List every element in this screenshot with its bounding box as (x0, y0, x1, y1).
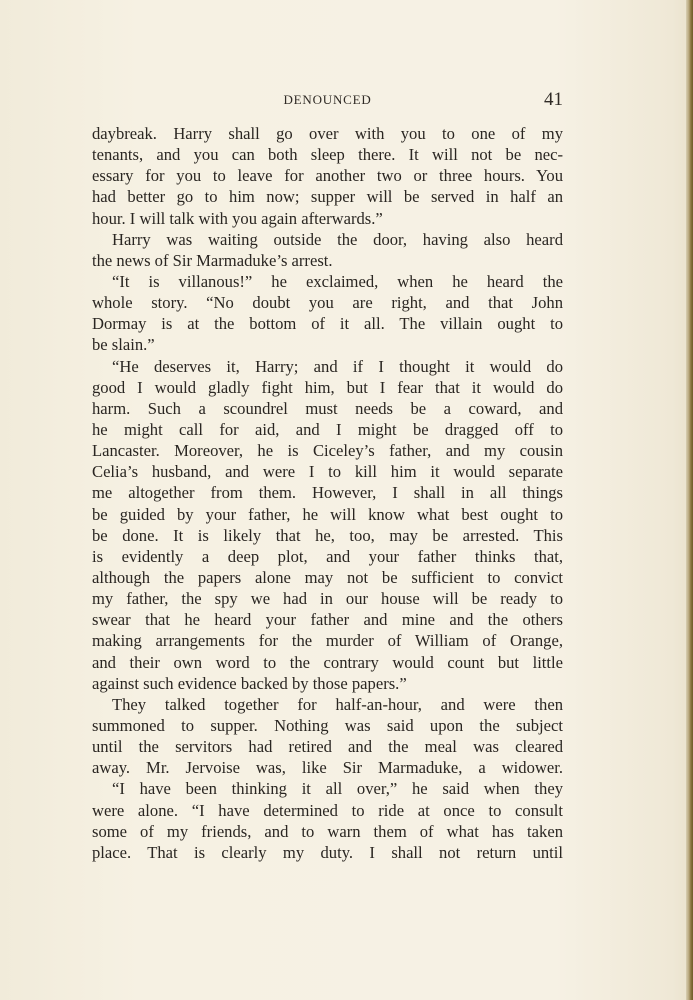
text-line: hour. I will talk with you again afterwards.” (92, 208, 383, 228)
text-line: place. That is clearly my duty. I shall not return until (92, 842, 563, 862)
text-line: until the servitors had retired and the meal was cleared (92, 737, 563, 757)
page-number: 41 (544, 89, 563, 110)
text-line: tenants, and you can both sleep there. It will not be nec- (92, 145, 563, 165)
text-line: swear that he heard your father and mine and the others (92, 610, 563, 630)
text-line: the news of Sir Marmaduke’s arrest. (92, 250, 333, 270)
text-line: although the papers alone may not be sufficient to convict (92, 567, 563, 587)
text-line: good I would gladly fight him, but I fear that it would do (92, 377, 563, 397)
text-line: were alone. “I have determined to ride at once to consult (92, 800, 563, 820)
text-line: me altogether from them. However, I shall in all things (92, 483, 563, 503)
text-line: “I have been thinking it all over,” he said when they (112, 779, 563, 799)
text-line: he might call for aid, and I might be dragged off to (92, 419, 563, 439)
text-line: away. Mr. Jervoise was, like Sir Marmaduke, a widower. (92, 758, 563, 778)
text-line: They talked together for half-an-hour, and were then (112, 694, 563, 714)
text-line: Dormay is at the bottom of it all. The villain ought to (92, 314, 563, 334)
text-line: making arrangements for the murder of William of Orange, (92, 631, 563, 651)
text-line: and their own word to the contrary would count but little (92, 652, 563, 672)
running-header (92, 89, 563, 109)
text-line: against such evidence backed by those papers.” (92, 673, 407, 693)
page-edge-shadow (686, 0, 693, 1000)
text-line: Celia’s husband, and were I to kill him it would separate (92, 462, 563, 482)
text-line: is evidently a deep plot, and your father thinks that, (92, 546, 563, 566)
text-line: Lancaster. Moreover, he is Ciceley’s father, and my cousin (92, 441, 563, 461)
text-line: be slain.” (92, 335, 155, 355)
text-line: had better go to him now; supper will be served in half an (92, 187, 563, 207)
body-text (92, 123, 563, 863)
text-line: Harry was waiting outside the door, having also heard (112, 229, 563, 249)
text-line: be done. It is likely that he, too, may be arrested. This (92, 525, 563, 545)
text-line: whole story. “No doubt you are right, and that John (92, 293, 563, 313)
text-line: “He deserves it, Harry; and if I thought it would do (112, 356, 563, 376)
text-line: essary for you to leave for another two or three hours. You (92, 166, 563, 186)
text-line: daybreak. Harry shall go over with you to one of my (92, 124, 563, 143)
text-line: “It is villanous!” he exclaimed, when he heard the (112, 271, 563, 291)
text-line: harm. Such a scoundrel must needs be a coward, and (92, 398, 563, 418)
text-line: some of my friends, and to warn them of what has taken (92, 821, 563, 841)
text-line: summoned to supper. Nothing was said upon the subject (92, 715, 563, 735)
text-line: my father, the spy we had in our house will be ready to (92, 589, 563, 609)
chapter-title: DENOUNCED (283, 92, 372, 107)
text-line: be guided by your father, he will know what best ought to (92, 504, 563, 524)
